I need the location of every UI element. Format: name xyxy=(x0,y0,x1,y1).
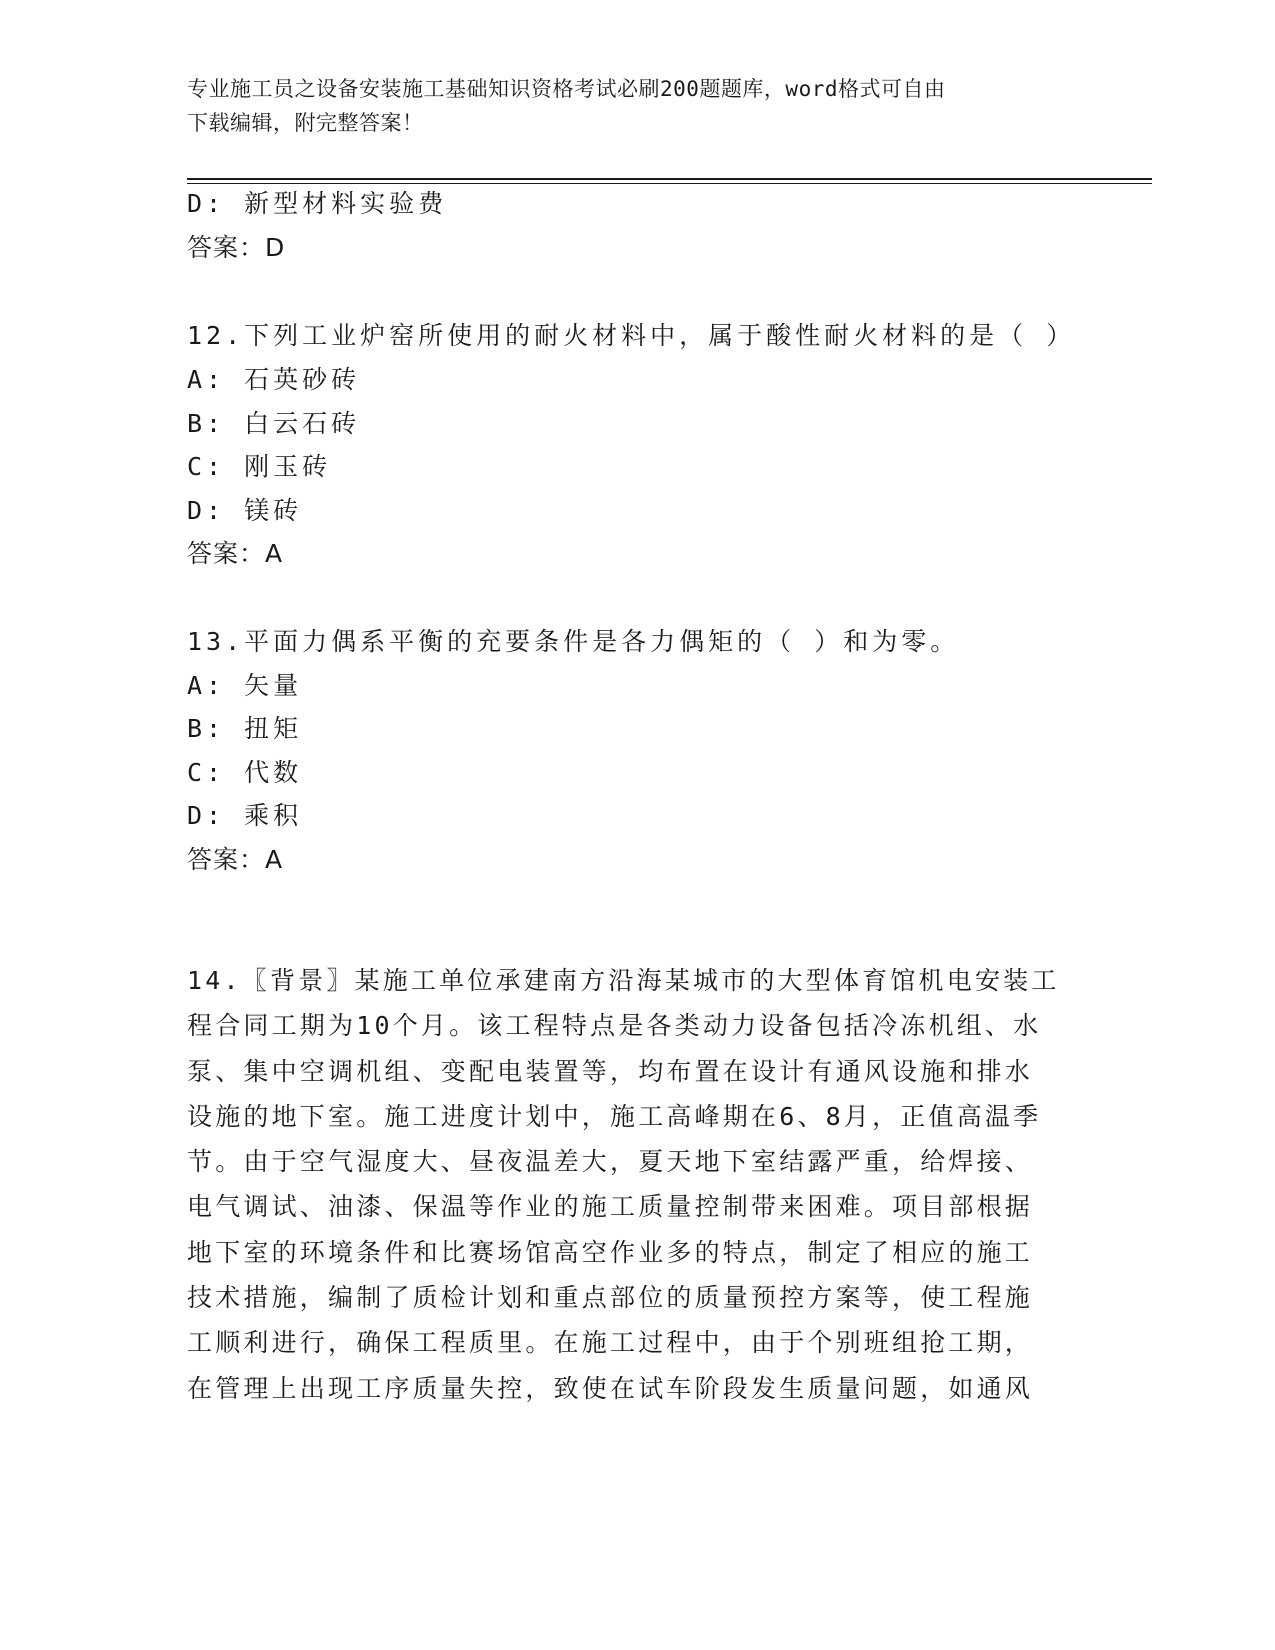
q14-line: 节。由于空气湿度大、昼夜温差大，夏天地下室结露严重，给焊接、 xyxy=(187,1147,1034,1177)
q14-line: 工顺利进行，确保工程质里。在施工过程中，由于个别班组抢工期， xyxy=(187,1328,1034,1358)
q14-line: 设施的地下室。施工进度计划中，施工高峰期在6、8月，正值高温季 xyxy=(187,1101,1042,1131)
header-divider-thin xyxy=(187,183,1152,184)
q14-line: 泵、集中空调机组、变配电装置等，均布置在设计有通风设施和排水 xyxy=(187,1056,1034,1086)
q14-line: 技术措施，编制了质检计划和重点部位的质量预控方案等，使工程施 xyxy=(187,1283,1034,1313)
header-title-line-1: 专业施工员之设备安装施工基础知识资格考试必刷200题题库，word格式可自由 xyxy=(187,77,946,101)
q13-option-d: D: 乘积 xyxy=(187,801,303,830)
q12-option-b: B: 白云石砖 xyxy=(187,409,361,438)
q14-line: 地下室的环境条件和比赛场馆高空作业多的特点，制定了相应的施工 xyxy=(187,1237,1034,1267)
header-divider-thick xyxy=(187,178,1152,180)
q13-answer: 答案：A xyxy=(187,845,284,874)
q12-option-a: A: 石英砂砖 xyxy=(187,365,361,394)
q14-line: 程合同工期为10个月。该工程特点是各类动力设备包括冷冻机组、水 xyxy=(187,1011,1042,1041)
q12-question: 12.下列工业炉窑所使用的耐火材料中，属于酸性耐火材料的是（ ） xyxy=(187,321,1076,350)
q14-line: 14.〖背景〗某施工单位承建南方沿海某城市的大型体育馆机电安装工 xyxy=(187,966,1060,995)
q14-background-paragraph xyxy=(187,958,1067,1411)
q13-option-a: A: 矢量 xyxy=(187,671,303,700)
q12-option-d: D: 镁砖 xyxy=(187,496,303,525)
q12-option-c: C: 刚玉砖 xyxy=(187,452,332,481)
q12-answer: 答案：A xyxy=(187,539,284,568)
q13-option-b: B: 扭矩 xyxy=(187,714,303,743)
document-header xyxy=(187,72,1067,140)
q13-question: 13.平面力偶系平衡的充要条件是各力偶矩的（ ）和为零。 xyxy=(187,627,960,656)
q11-option-d: D: 新型材料实验费 xyxy=(187,189,448,218)
q14-line: 电气调试、油漆、保温等作业的施工质量控制带来困难。项目部根据 xyxy=(187,1192,1034,1222)
header-title-line-2: 下载编辑，附完整答案！ xyxy=(187,111,424,135)
q11-answer: 答案：D xyxy=(187,233,286,262)
q13-option-c: C: 代数 xyxy=(187,758,303,787)
q14-line: 在管理上出现工序质量失控，致使在试车阶段发生质量问题，如通风 xyxy=(187,1373,1034,1403)
